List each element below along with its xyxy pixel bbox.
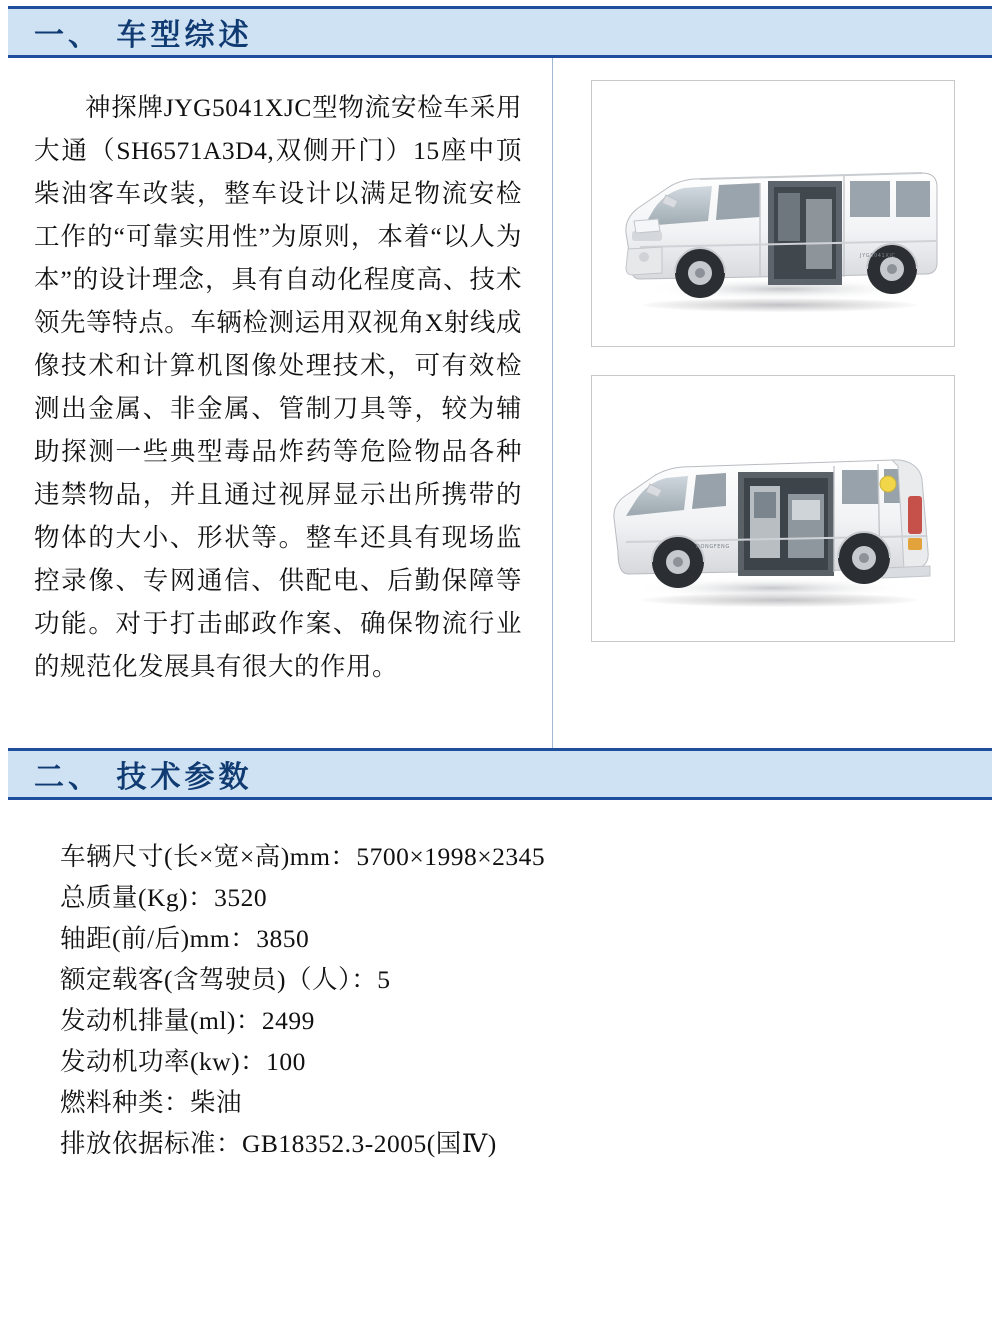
spec-item-dimensions: 车辆尺寸(长×宽×高)mm：5700×1998×2345 xyxy=(60,842,546,871)
photo-ground-shadow xyxy=(642,298,917,312)
spec-item-wheelbase: 轴距(前/后)mm：3850 xyxy=(60,924,310,953)
section-title-specs: 二、 技术参数 xyxy=(34,760,253,795)
overview-paragraph: 神探牌JYG5041XJC型物流安检车采用大通（SH6571A3D4,双侧开门）15座中顶柴油客车改装，整车设计以满足物流安检工作的“可靠实用性”为原则，本着“以人为本”的设计理念，具有自动化程度高、技术领先等特点。车辆检测运用双视角X射线成像技术和计算机图像处理技术，可有效检测出金属、非金属、管制刀具等，较为辅助探测一些典型毒品炸药等危险物品各种违禁物品，并且通过视屏显示出所携带的物体的大小、形状等。整车还具有现场监控录像、专网通信、供配电、后勤保障等功能。对于打击邮政作案、确保物流行业的规范化发展具有很大的作用。 xyxy=(34,93,522,681)
spec-item-emission-standard: 排放依据标准：GB18352.3-2005(国Ⅳ) xyxy=(60,1129,497,1158)
spec-item-displacement: 发动机排量(ml)：2499 xyxy=(60,1006,315,1035)
svg-text:JYG5041XJC: JYG5041XJC xyxy=(859,253,896,259)
section-header-overview xyxy=(8,6,992,58)
svg-text:DONGFENG: DONGFENG xyxy=(695,544,730,550)
overview-image-column xyxy=(553,58,992,748)
spec-item-gross-mass: 总质量(Kg)：3520 xyxy=(60,883,268,912)
section-header-specs xyxy=(8,748,992,800)
overview-body xyxy=(8,58,992,748)
spec-item-fuel-type: 燃料种类：柴油 xyxy=(60,1088,243,1117)
vehicle-front-left-photo xyxy=(591,80,955,347)
section-title-overview: 一、 车型综述 xyxy=(34,18,253,53)
spec-item-seating: 额定载客(含驾驶员)（人）：5 xyxy=(60,965,391,994)
photo-ground-shadow xyxy=(642,593,917,607)
overview-text-column xyxy=(8,58,553,748)
specs-list xyxy=(8,800,992,1164)
spec-item-power: 发动机功率(kw)：100 xyxy=(60,1047,306,1076)
vehicle-rear-left-photo xyxy=(591,375,955,642)
